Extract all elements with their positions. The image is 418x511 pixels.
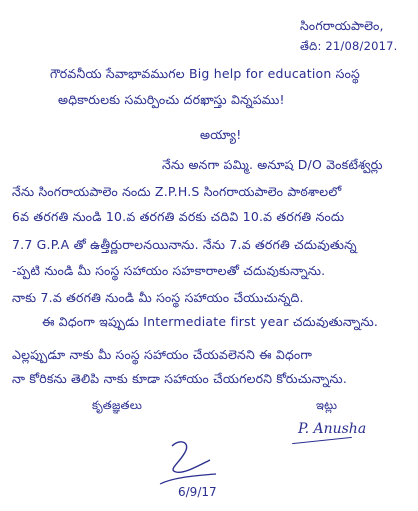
address-line: సింగరాయపాలెం,	[300, 18, 384, 33]
stamp-text: 6/9/17	[178, 485, 217, 499]
body-line: నేను సింగరాయపాలెం నందు Z.P.H.S సింగరాయపాలెం పాఠశాలలో	[12, 184, 342, 199]
letter-date: తేది: 21/08/2017.	[300, 39, 398, 53]
body-line: నేను అనగా పమ్మి. అనూష D/O వెంకటేశ్వర్లు	[162, 157, 383, 172]
closing: కృతజ్ఞతలు	[92, 398, 143, 412]
recipient-line-2: అధికారులకు సమర్పించు దరఖాస్తు విన్నపము!	[58, 92, 285, 107]
signature-underline	[292, 437, 352, 444]
body-line: 6వ తరగతి నుండి 10.వ తరగతి వరకు చదివి 10.వ తరగతి నందు	[12, 209, 345, 224]
recipient-line: గౌరవనీయ సేవాభావముగల Big help for education సంస్థ	[50, 66, 360, 81]
body-line: -ప్పటి నుండి మీ సంస్థ సహాయం సహకారాలతో చదువుకున్నాను.	[12, 263, 326, 278]
body-line: ఈ విధంగా ఇప్పుడు Intermediate first year చదువుతున్నాను.	[42, 314, 379, 329]
salutation: అయ్యా!	[200, 127, 242, 142]
initials-mark	[150, 436, 230, 508]
body-line: ఎల్లప్పుడూ నాకు మీ సంస్థ సహాయం చేయవలెనని ఈ విధంగా	[12, 347, 313, 362]
body-line: 7.7 G.P.A తో ఉత్తీర్ణురాలనయినాను. నేను 7.వ తరగతి చదువుతున్న	[12, 237, 357, 252]
body-line: నా కోరికను తెలిపి నాకు కూడా సహాయం చేయగలరని కోరుచున్నాను.	[12, 371, 347, 386]
signature: P. Anusha	[298, 421, 367, 437]
body-line: నాకు 7.వ తరగతి నుండి మీ సంస్థ సహాయం చేయుచున్నది.	[12, 290, 304, 305]
signature-label: ఇట్లు	[316, 398, 338, 412]
